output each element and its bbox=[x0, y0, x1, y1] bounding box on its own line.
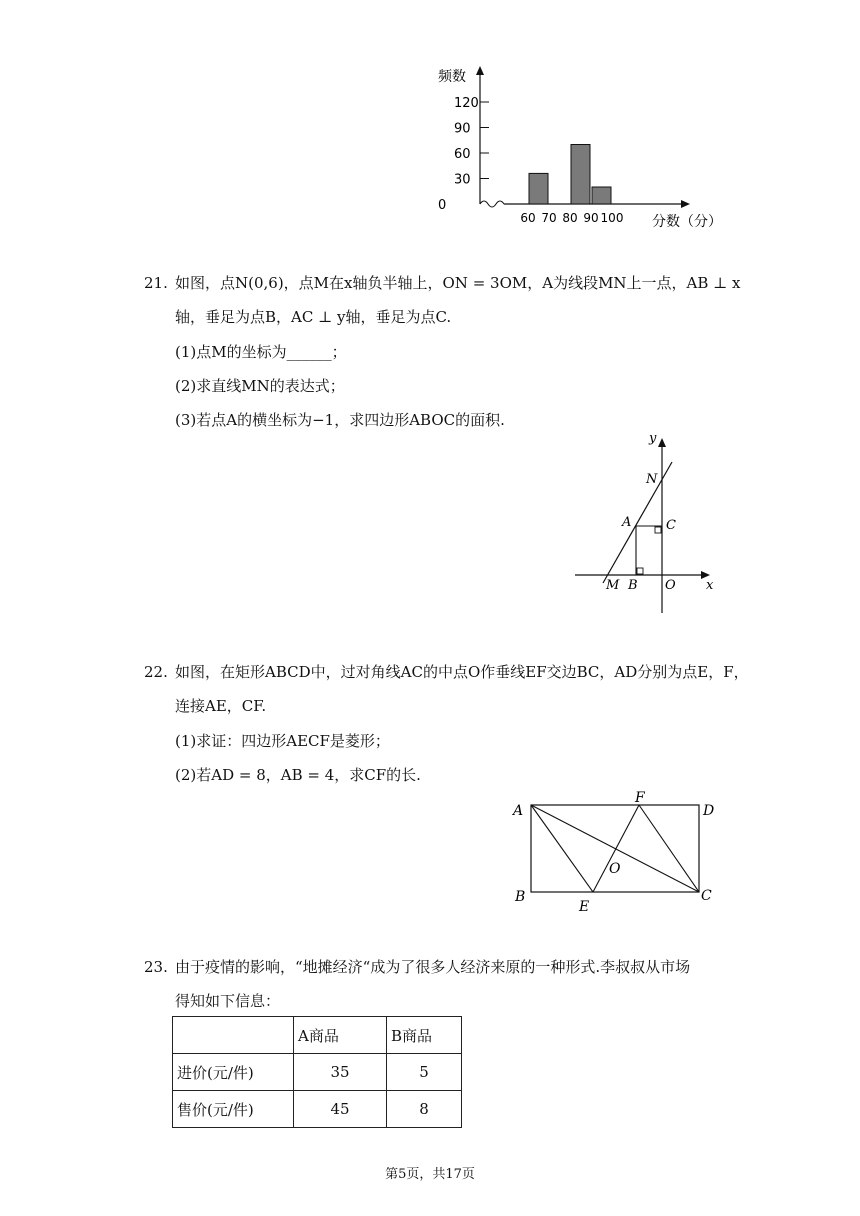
table-cell: 35 bbox=[294, 1054, 387, 1091]
q22-line1: 如图，在矩形ABCD中，过对角线AC的中点O作垂线EF交边BC，AD分别为点E，F， bbox=[175, 663, 749, 681]
label-x: x bbox=[706, 578, 714, 593]
table-cell: 售价(元/件) bbox=[173, 1091, 294, 1128]
price-table bbox=[172, 1016, 462, 1128]
histogram-bar-90-100 bbox=[592, 187, 611, 204]
label-d: D bbox=[703, 803, 715, 819]
q21-number: 21. bbox=[144, 274, 168, 292]
x-tick-label: 80 bbox=[562, 211, 578, 225]
x-tick-label: 90 bbox=[583, 211, 599, 225]
y-tick-label: 60 bbox=[454, 147, 471, 162]
table-cell: 进价(元/件) bbox=[173, 1054, 294, 1091]
label-y: y bbox=[649, 431, 657, 446]
y-axis-arrow bbox=[658, 438, 666, 447]
label-n: N bbox=[646, 472, 658, 487]
y-axis-arrow bbox=[476, 66, 484, 75]
table-cell: 45 bbox=[294, 1091, 387, 1128]
y-tick-label: 90 bbox=[454, 121, 471, 137]
q21-line1: 如图，点N(0,6)，点M在x轴负半轴上，ON = 3OM，A为线段MN上一点，AB ⊥ x bbox=[175, 274, 741, 292]
axis-break-wave bbox=[480, 201, 504, 207]
label-b: B bbox=[628, 578, 638, 593]
label-b: B bbox=[515, 889, 526, 905]
right-angle-b bbox=[637, 568, 643, 574]
label-e: E bbox=[579, 899, 590, 915]
segment-ef bbox=[593, 805, 639, 892]
segment-fc bbox=[639, 805, 699, 892]
table-header-cell: A商品 bbox=[294, 1017, 387, 1054]
q21-line2: 轴，垂足为点B，AC ⊥ y轴，垂足为点C. bbox=[175, 308, 452, 326]
histogram-bar-80-90 bbox=[571, 145, 590, 205]
label-a: A bbox=[622, 515, 632, 530]
q22-part2: (2)若AD = 8，AB = 4，求CF的长. bbox=[175, 766, 421, 784]
histogram-bar-60-70 bbox=[529, 173, 548, 204]
x-axis-title: 分数（分） bbox=[652, 214, 722, 230]
q21-part3: (3)若点A的横坐标为−1，求四边形ABOC的面积. bbox=[175, 411, 505, 429]
q22-line2: 连接AE，CF. bbox=[175, 697, 267, 715]
label-c: C bbox=[701, 888, 712, 904]
q21-part1: (1)点M的坐标为______； bbox=[175, 343, 347, 361]
label-o: O bbox=[609, 861, 621, 877]
x-axis-arrow bbox=[681, 200, 690, 208]
label-c: C bbox=[666, 518, 676, 533]
table-header-cell: B商品 bbox=[387, 1017, 462, 1054]
x-tick-label: 60 bbox=[520, 211, 536, 225]
q23-line1: 由于疫情的影响，“地摊经济“成为了很多人经济来原的一种形式.李叔叔从市场 bbox=[175, 958, 691, 976]
right-angle-c bbox=[655, 527, 661, 533]
label-a: A bbox=[513, 803, 524, 819]
table-row bbox=[173, 1091, 462, 1128]
y-tick-label: 120 bbox=[454, 96, 479, 111]
label-m: M bbox=[606, 578, 620, 593]
q22-rectangle-figure bbox=[505, 790, 735, 920]
q21-part2: (2)求直线MN的表达式； bbox=[175, 377, 345, 395]
y-axis-title: 频数 bbox=[438, 69, 466, 85]
y-tick-label: 30 bbox=[454, 172, 471, 188]
diagonal-ac bbox=[531, 805, 699, 892]
table-cell: 8 bbox=[387, 1091, 462, 1128]
table-cell: 5 bbox=[387, 1054, 462, 1091]
segment-ae bbox=[531, 805, 593, 892]
x-tick-label: 100 bbox=[600, 211, 624, 225]
frequency-histogram bbox=[430, 62, 730, 237]
table-header-row bbox=[173, 1017, 462, 1054]
label-f: F bbox=[635, 790, 645, 806]
q21-coordinate-figure bbox=[570, 428, 720, 618]
x-tick-label: 70 bbox=[541, 211, 557, 225]
q23-number: 23. bbox=[144, 958, 168, 976]
q22-part1: (1)求证：四边形AECF是菱形； bbox=[175, 732, 390, 750]
table-header-cell bbox=[173, 1017, 294, 1054]
q23-line2: 得知如下信息： bbox=[175, 992, 281, 1010]
label-o: O bbox=[665, 578, 676, 593]
page-footer: 第5页，共17页 bbox=[385, 1167, 475, 1182]
q22-number: 22. bbox=[144, 663, 168, 681]
y-tick-label: 0 bbox=[438, 198, 447, 213]
table-row bbox=[173, 1054, 462, 1091]
